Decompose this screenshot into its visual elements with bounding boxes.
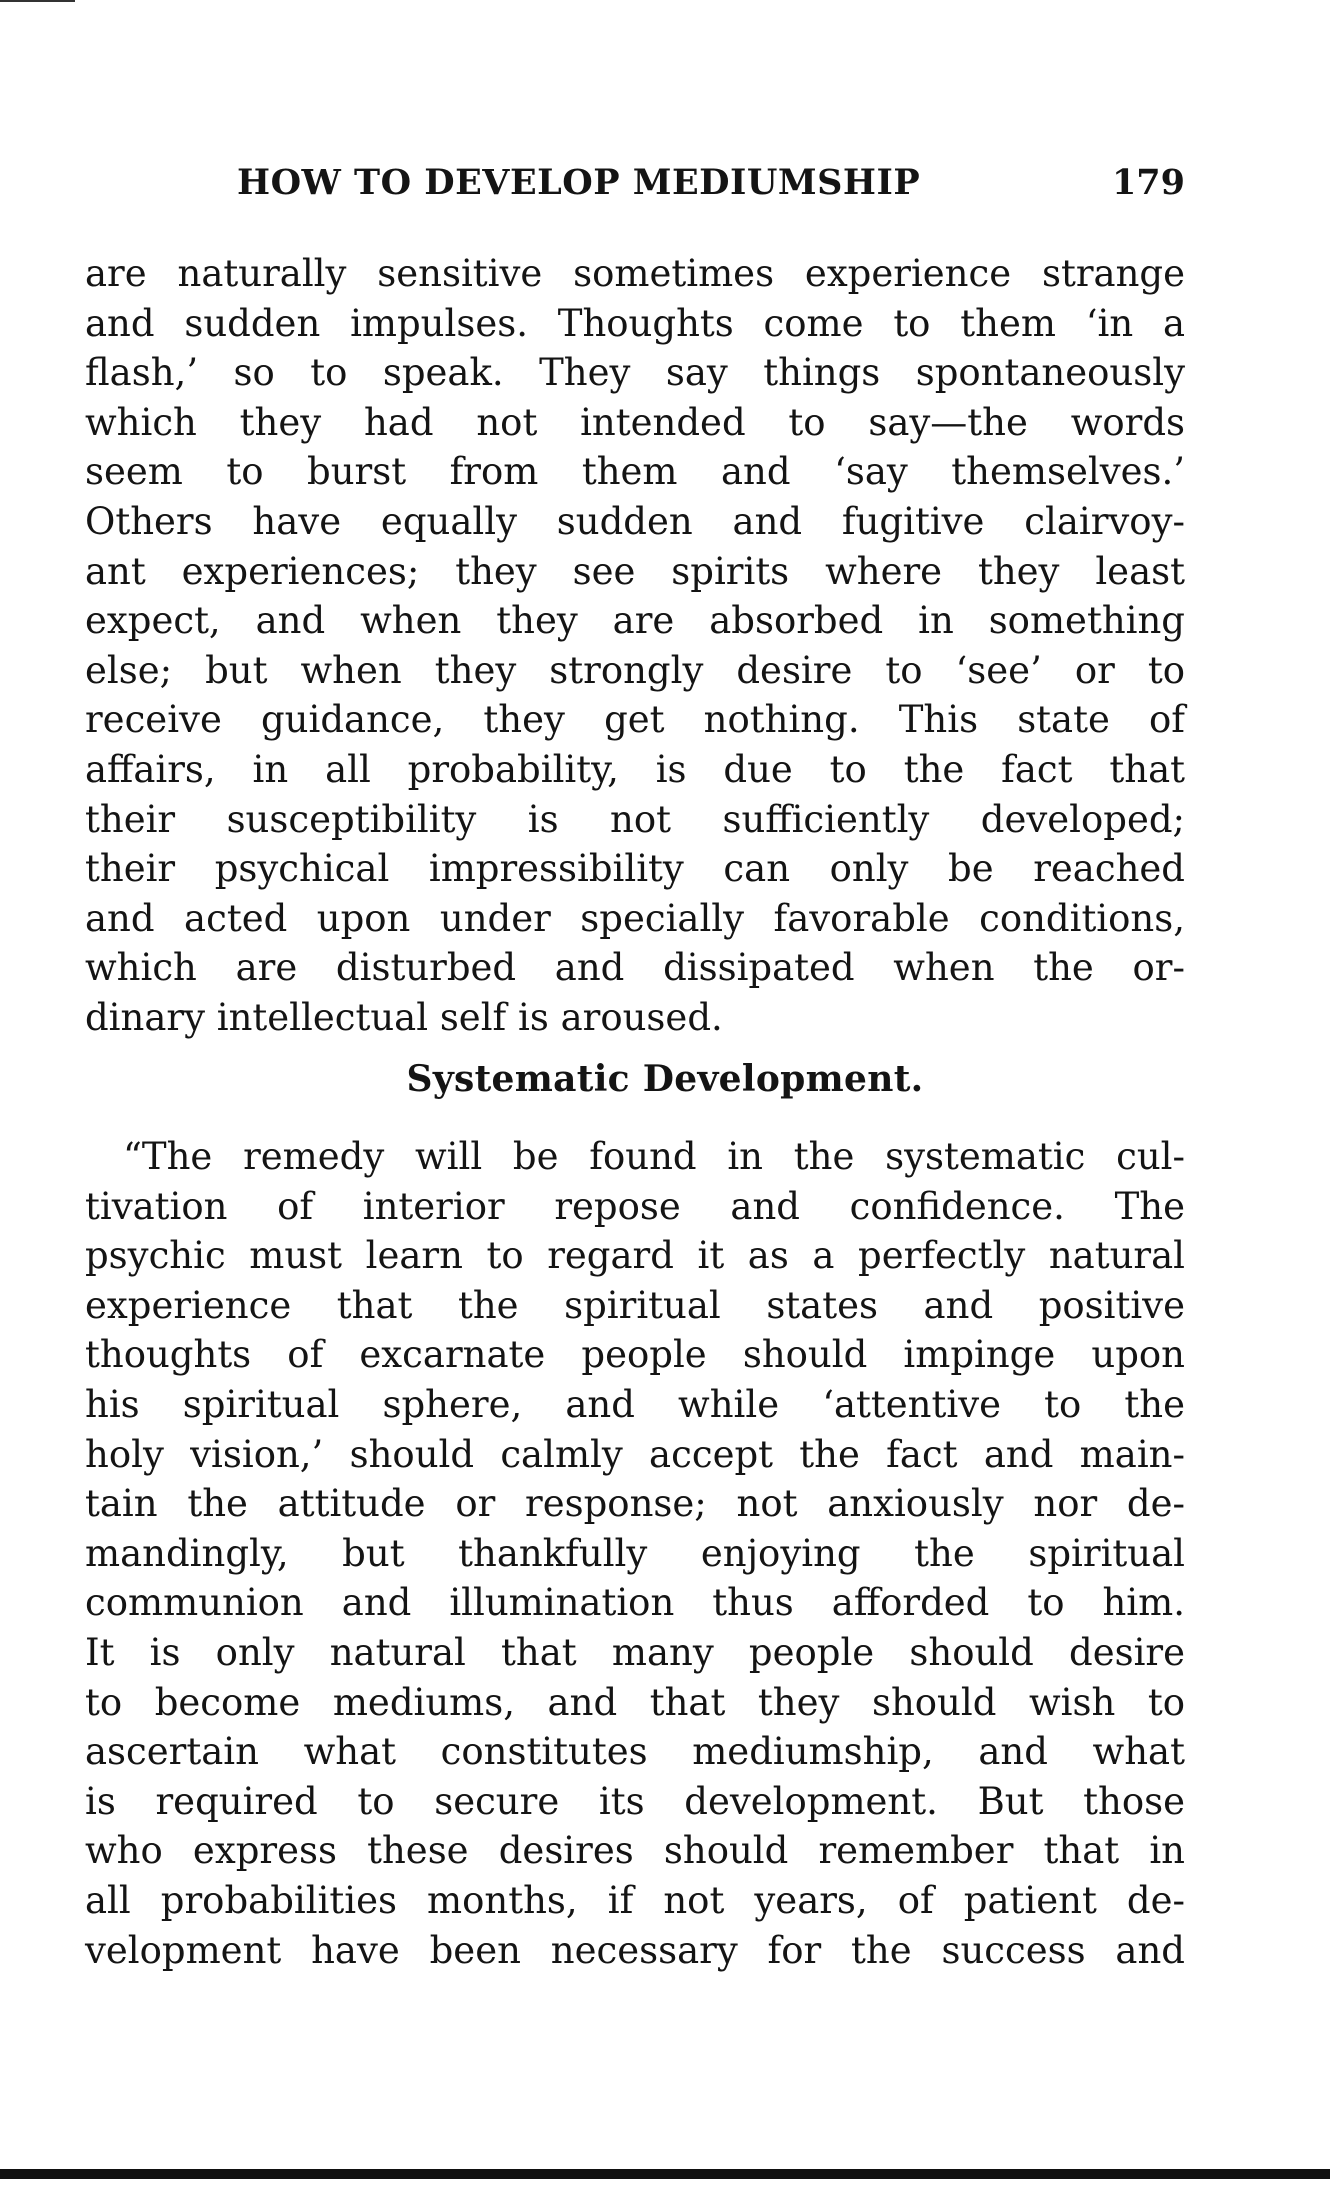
text-line: are naturally sensitive sometimes experience strange bbox=[85, 252, 1185, 295]
text-line: psychic must learn to regard it as a perfectly natural bbox=[85, 1234, 1185, 1278]
text-line: his spiritual sphere, and while ‘attentive to the bbox=[85, 1382, 1185, 1426]
text-line: holy vision,’ should calmly accept the fact and main- bbox=[85, 1432, 1185, 1476]
text-line: their psychical impressibility can only be reached bbox=[85, 847, 1185, 891]
text-line: tivation of interior repose and confidence. The bbox=[85, 1184, 1185, 1228]
text-line: which they had not intended to say—the words bbox=[85, 400, 1185, 444]
text-line: dinary intellectual self is aroused. bbox=[85, 995, 723, 1039]
text-line: expect, and when they are absorbed in something bbox=[85, 599, 1185, 643]
text-line: and acted upon under specially favorable conditions, bbox=[85, 896, 1185, 940]
text-line: seem to burst from them and ‘say themselves.’ bbox=[85, 450, 1185, 494]
section-heading: Systematic Development. bbox=[406, 1058, 924, 1100]
text-line: experience that the spiritual states and positive bbox=[85, 1283, 1185, 1327]
page-header bbox=[85, 162, 1185, 212]
text-line: receive guidance, they get nothing. This state of bbox=[85, 698, 1185, 742]
text-line: tain the attitude or response; not anxiously nor de- bbox=[85, 1482, 1185, 1526]
text-line: ascertain what constitutes mediumship, and what bbox=[85, 1730, 1185, 1774]
running-title: HOW TO DEVELOP MEDIUMSHIP bbox=[237, 162, 921, 203]
text-line: who express these desires should remember that in bbox=[85, 1829, 1185, 1873]
text-line: communion and illumination thus afforded to him. bbox=[85, 1581, 1185, 1625]
text-line: It is only natural that many people should desire bbox=[85, 1630, 1185, 1674]
paragraph-1 bbox=[85, 249, 1185, 1043]
text-line: affairs, in all probability, is due to the fact that bbox=[85, 747, 1185, 791]
text-line: mandingly, but thankfully enjoying the spiritual bbox=[85, 1531, 1185, 1575]
text-line: “The remedy will be found in the systematic cul- bbox=[123, 1135, 1185, 1178]
text-line: to become mediums, and that they should wish to bbox=[85, 1680, 1185, 1724]
text-line: their susceptibility is not sufficiently developed; bbox=[85, 797, 1185, 841]
top-edge-rule bbox=[0, 0, 75, 2]
text-line: all probabilities months, if not years, of patient de- bbox=[85, 1878, 1185, 1922]
paragraph-2 bbox=[85, 1132, 1185, 1975]
text-line: flash,’ so to speak. They say things spontaneously bbox=[85, 351, 1185, 395]
text-line: else; but when they strongly desire to ‘see’ or to bbox=[85, 648, 1185, 692]
text-line: ant experiences; they see spirits where they least bbox=[85, 549, 1185, 593]
text-line: which are disturbed and dissipated when the or- bbox=[85, 946, 1185, 990]
bottom-edge-rule bbox=[0, 2169, 1330, 2179]
text-line: thoughts of excarnate people should impinge upon bbox=[85, 1333, 1185, 1377]
text-line: is required to secure its development. But those bbox=[85, 1779, 1185, 1823]
text-line: and sudden impulses. Thoughts come to them ‘in a bbox=[85, 301, 1185, 345]
text-line: Others have equally sudden and fugitive clairvoy- bbox=[85, 499, 1185, 543]
page-number: 179 bbox=[1111, 162, 1185, 203]
text-line: velopment have been necessary for the success and bbox=[85, 1928, 1185, 1972]
